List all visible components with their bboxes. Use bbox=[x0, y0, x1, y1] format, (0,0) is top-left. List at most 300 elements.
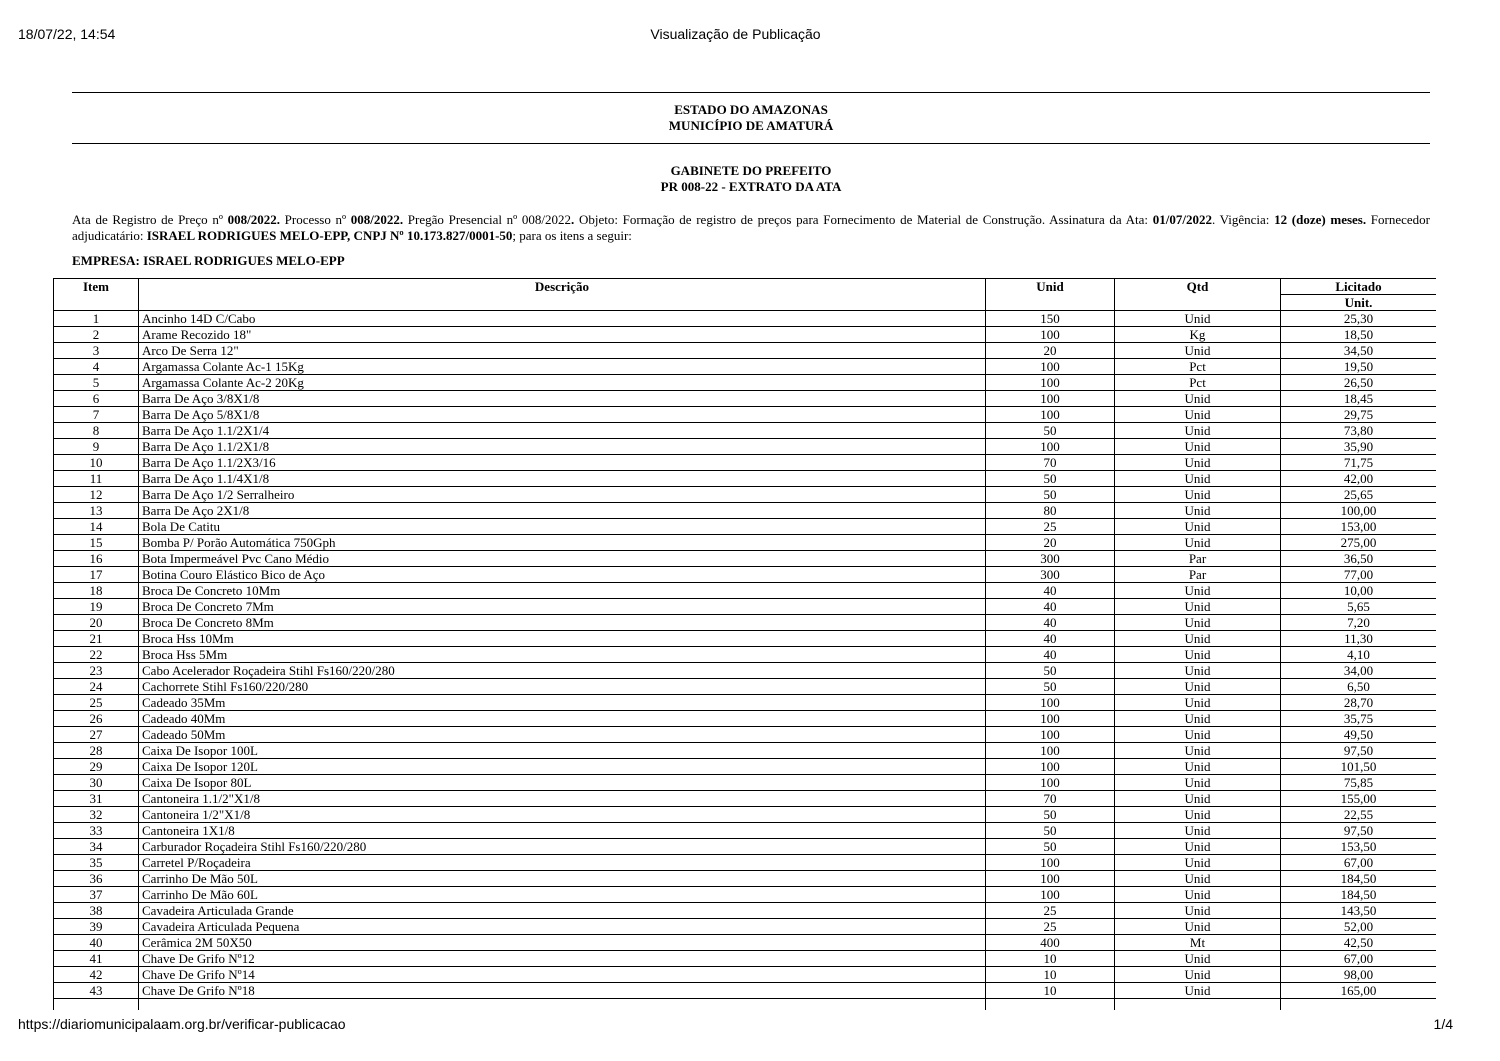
item-description: Barra De Aço 3/8X1/8 bbox=[139, 391, 986, 407]
item-unit-price: 4,10 bbox=[1281, 647, 1437, 663]
item-description: Ancinho 14D C/Cabo bbox=[139, 311, 986, 327]
item-quantity: 150 bbox=[986, 311, 1115, 327]
item-description: Cadeado 50Mm bbox=[139, 727, 986, 743]
item-quantity: 70 bbox=[986, 791, 1115, 807]
item-description: Barra De Aço 1.1/2X1/8 bbox=[139, 439, 986, 455]
item-unit-price: 35,75 bbox=[1281, 711, 1437, 727]
item-description: Broca Hss 10Mm bbox=[139, 631, 986, 647]
item-description: Barra De Aço 1.1/2X3/16 bbox=[139, 455, 986, 471]
item-quantity: 100 bbox=[986, 871, 1115, 887]
table-row bbox=[54, 807, 1437, 823]
empty-cell bbox=[139, 999, 986, 1011]
item-quantity: 10 bbox=[986, 983, 1115, 999]
item-description: Bola De Catitu bbox=[139, 519, 986, 535]
item-quantity: 10 bbox=[986, 967, 1115, 983]
item-unit: Unid bbox=[1115, 439, 1281, 455]
item-unit-price: 275,00 bbox=[1281, 535, 1437, 551]
item-unit: Pct bbox=[1115, 359, 1281, 375]
table-row bbox=[54, 327, 1437, 343]
print-url: https://diariomunicipalaam.org.br/verificar-publicacao bbox=[18, 1016, 346, 1032]
page-number: 1/4 bbox=[1433, 1016, 1453, 1032]
item-description: Cachorrete Stihl Fs160/220/280 bbox=[139, 679, 986, 695]
empty-cell bbox=[1281, 999, 1437, 1011]
column-header-unit: Unit. bbox=[1281, 295, 1437, 311]
item-unit: Unid bbox=[1115, 791, 1281, 807]
table-row bbox=[54, 583, 1437, 599]
item-unit-price: 75,85 bbox=[1281, 775, 1437, 791]
item-unit: Unid bbox=[1115, 615, 1281, 631]
item-quantity: 40 bbox=[986, 599, 1115, 615]
item-description: Bota Impermeável Pvc Cano Médio bbox=[139, 551, 986, 567]
item-unit-price: 67,00 bbox=[1281, 855, 1437, 871]
table-row bbox=[54, 535, 1437, 551]
item-description: Caixa De Isopor 80L bbox=[139, 775, 986, 791]
item-unit-price: 67,00 bbox=[1281, 951, 1437, 967]
item-number: 38 bbox=[54, 903, 139, 919]
item-description: Barra De Aço 2X1/8 bbox=[139, 503, 986, 519]
item-number: 15 bbox=[54, 535, 139, 551]
item-number: 29 bbox=[54, 759, 139, 775]
table-row bbox=[54, 503, 1437, 519]
item-unit: Unid bbox=[1115, 919, 1281, 935]
item-unit-price: 77,00 bbox=[1281, 567, 1437, 583]
item-description: Bomba P/ Porão Automática 750Gph bbox=[139, 535, 986, 551]
item-quantity: 50 bbox=[986, 487, 1115, 503]
item-quantity: 100 bbox=[986, 359, 1115, 375]
supplier-name: ISRAEL RODRIGUES MELO-EPP, CNPJ Nº 10.173.827/0001-50 bbox=[146, 228, 513, 243]
item-number: 18 bbox=[54, 583, 139, 599]
item-unit: Unid bbox=[1115, 855, 1281, 871]
item-unit-price: 11,30 bbox=[1281, 631, 1437, 647]
item-unit-price: 25,65 bbox=[1281, 487, 1437, 503]
item-quantity: 50 bbox=[986, 807, 1115, 823]
item-quantity: 40 bbox=[986, 583, 1115, 599]
item-quantity: 20 bbox=[986, 343, 1115, 359]
item-unit: Unid bbox=[1115, 391, 1281, 407]
item-number: 6 bbox=[54, 391, 139, 407]
table-row bbox=[54, 727, 1437, 743]
item-description: Chave De Grifo Nº14 bbox=[139, 967, 986, 983]
item-unit-price: 26,50 bbox=[1281, 375, 1437, 391]
item-unit: Unid bbox=[1115, 871, 1281, 887]
item-number: 30 bbox=[54, 775, 139, 791]
item-number: 19 bbox=[54, 599, 139, 615]
print-datetime: 18/07/22, 14:54 bbox=[18, 26, 116, 42]
table-row bbox=[54, 439, 1437, 455]
table-row bbox=[54, 631, 1437, 647]
item-unit: Kg bbox=[1115, 327, 1281, 343]
item-unit: Unid bbox=[1115, 839, 1281, 855]
item-number: 16 bbox=[54, 551, 139, 567]
item-number: 33 bbox=[54, 823, 139, 839]
item-description: Cabo Acelerador Roçadeira Stihl Fs160/220/280 bbox=[139, 663, 986, 679]
item-unit-price: 34,00 bbox=[1281, 663, 1437, 679]
item-quantity: 100 bbox=[986, 855, 1115, 871]
item-quantity: 25 bbox=[986, 919, 1115, 935]
item-description: Broca De Concreto 7Mm bbox=[139, 599, 986, 615]
item-quantity: 100 bbox=[986, 439, 1115, 455]
item-unit: Unid bbox=[1115, 583, 1281, 599]
item-number: 35 bbox=[54, 855, 139, 871]
column-header-unid: Unid bbox=[986, 279, 1115, 311]
item-quantity: 100 bbox=[986, 407, 1115, 423]
item-number: 21 bbox=[54, 631, 139, 647]
process-number: 008/2022. bbox=[350, 212, 404, 227]
item-unit-price: 100,00 bbox=[1281, 503, 1437, 519]
item-number: 39 bbox=[54, 919, 139, 935]
item-unit: Unid bbox=[1115, 471, 1281, 487]
document-header bbox=[72, 102, 1430, 134]
table-row bbox=[54, 455, 1437, 471]
item-quantity: 300 bbox=[986, 551, 1115, 567]
item-quantity: 100 bbox=[986, 775, 1115, 791]
item-description: Carrinho De Mão 60L bbox=[139, 887, 986, 903]
item-number: 28 bbox=[54, 743, 139, 759]
table-row bbox=[54, 759, 1437, 775]
item-description: Cavadeira Articulada Grande bbox=[139, 903, 986, 919]
table-row bbox=[54, 967, 1437, 983]
item-unit-price: 19,50 bbox=[1281, 359, 1437, 375]
item-unit: Unid bbox=[1115, 695, 1281, 711]
table-row bbox=[54, 903, 1437, 919]
item-unit: Unid bbox=[1115, 807, 1281, 823]
item-number: 4 bbox=[54, 359, 139, 375]
item-unit-price: 6,50 bbox=[1281, 679, 1437, 695]
item-description: Cantoneira 1.1/2"X1/8 bbox=[139, 791, 986, 807]
table-row bbox=[54, 951, 1437, 967]
item-description: Argamassa Colante Ac-2 20Kg bbox=[139, 375, 986, 391]
item-unit: Unid bbox=[1115, 679, 1281, 695]
item-description: Caixa De Isopor 100L bbox=[139, 743, 986, 759]
summary-text: . Vigência: bbox=[1211, 212, 1275, 227]
summary-paragraph bbox=[72, 212, 1430, 244]
item-unit: Unid bbox=[1115, 631, 1281, 647]
item-number: 12 bbox=[54, 487, 139, 503]
item-number: 13 bbox=[54, 503, 139, 519]
item-number: 8 bbox=[54, 423, 139, 439]
item-unit-price: 52,00 bbox=[1281, 919, 1437, 935]
item-unit: Unid bbox=[1115, 343, 1281, 359]
item-unit-price: 35,90 bbox=[1281, 439, 1437, 455]
item-quantity: 10 bbox=[986, 951, 1115, 967]
table-row bbox=[54, 551, 1437, 567]
item-quantity: 40 bbox=[986, 615, 1115, 631]
state-name: ESTADO DO AMAZONAS bbox=[674, 102, 828, 117]
print-header bbox=[18, 26, 1453, 44]
item-number: 7 bbox=[54, 407, 139, 423]
header-divider bbox=[72, 143, 1430, 144]
item-unit-price: 184,50 bbox=[1281, 871, 1437, 887]
item-unit-price: 29,75 bbox=[1281, 407, 1437, 423]
item-description: Caixa De Isopor 120L bbox=[139, 759, 986, 775]
item-description: Carretel P/Roçadeira bbox=[139, 855, 986, 871]
table-row bbox=[54, 679, 1437, 695]
summary-text: Ata de Registro de Preço nº bbox=[72, 212, 228, 227]
item-description: Arame Recozido 18" bbox=[139, 327, 986, 343]
table-row bbox=[54, 887, 1437, 903]
item-description: Argamassa Colante Ac-1 15Kg bbox=[139, 359, 986, 375]
municipality-name: MUNICÍPIO DE AMATURÁ bbox=[668, 118, 834, 133]
item-unit-price: 42,50 bbox=[1281, 935, 1437, 951]
item-unit: Par bbox=[1115, 551, 1281, 567]
item-description: Cadeado 35Mm bbox=[139, 695, 986, 711]
item-unit-price: 22,55 bbox=[1281, 807, 1437, 823]
item-number: 31 bbox=[54, 791, 139, 807]
item-number: 42 bbox=[54, 967, 139, 983]
item-quantity: 40 bbox=[986, 647, 1115, 663]
item-number: 43 bbox=[54, 983, 139, 999]
item-quantity: 100 bbox=[986, 391, 1115, 407]
item-unit: Unid bbox=[1115, 407, 1281, 423]
item-unit: Unid bbox=[1115, 711, 1281, 727]
item-unit-price: 49,50 bbox=[1281, 727, 1437, 743]
table-row bbox=[54, 599, 1437, 615]
item-unit: Unid bbox=[1115, 903, 1281, 919]
summary-text: . bbox=[571, 212, 575, 227]
item-number: 34 bbox=[54, 839, 139, 855]
table-row-continuation bbox=[54, 999, 1437, 1011]
item-description: Barra De Aço 1/2 Serralheiro bbox=[139, 487, 986, 503]
table-row bbox=[54, 855, 1437, 871]
item-description: Cantoneira 1X1/8 bbox=[139, 823, 986, 839]
item-quantity: 300 bbox=[986, 567, 1115, 583]
item-number: 32 bbox=[54, 807, 139, 823]
item-number: 11 bbox=[54, 471, 139, 487]
items-table-wrapper bbox=[53, 278, 1436, 1010]
item-unit: Unid bbox=[1115, 519, 1281, 535]
item-quantity: 100 bbox=[986, 711, 1115, 727]
table-row bbox=[54, 391, 1437, 407]
items-table-body bbox=[54, 311, 1437, 1011]
item-unit-price: 10,00 bbox=[1281, 583, 1437, 599]
item-unit-price: 98,00 bbox=[1281, 967, 1437, 983]
item-number: 20 bbox=[54, 615, 139, 631]
summary-text: ; para os itens a seguir: bbox=[512, 228, 632, 243]
item-unit-price: 97,50 bbox=[1281, 743, 1437, 759]
item-unit: Unid bbox=[1115, 663, 1281, 679]
item-unit: Unid bbox=[1115, 311, 1281, 327]
item-description: Cavadeira Articulada Pequena bbox=[139, 919, 986, 935]
item-unit: Mt bbox=[1115, 935, 1281, 951]
item-unit: Unid bbox=[1115, 727, 1281, 743]
item-unit: Unid bbox=[1115, 455, 1281, 471]
item-number: 27 bbox=[54, 727, 139, 743]
item-description: Botina Couro Elástico Bico de Aço bbox=[139, 567, 986, 583]
item-unit: Unid bbox=[1115, 599, 1281, 615]
item-description: Cerâmica 2M 50X50 bbox=[139, 935, 986, 951]
item-number: 2 bbox=[54, 327, 139, 343]
table-row bbox=[54, 519, 1437, 535]
column-header-description: Descrição bbox=[139, 279, 986, 311]
item-unit-price: 153,50 bbox=[1281, 839, 1437, 855]
table-row bbox=[54, 775, 1437, 791]
item-quantity: 400 bbox=[986, 935, 1115, 951]
item-description: Carrinho De Mão 50L bbox=[139, 871, 986, 887]
table-row bbox=[54, 983, 1437, 999]
summary-text: Fornecedor adjudicatário: bbox=[72, 212, 1431, 243]
item-quantity: 100 bbox=[986, 759, 1115, 775]
item-quantity: 100 bbox=[986, 695, 1115, 711]
item-quantity: 100 bbox=[986, 327, 1115, 343]
item-number: 41 bbox=[54, 951, 139, 967]
item-unit-price: 101,50 bbox=[1281, 759, 1437, 775]
item-unit-price: 143,50 bbox=[1281, 903, 1437, 919]
item-unit: Unid bbox=[1115, 759, 1281, 775]
print-footer bbox=[18, 1016, 1453, 1034]
item-unit-price: 73,80 bbox=[1281, 423, 1437, 439]
company-label: EMPRESA: ISRAEL RODRIGUES MELO-EPP bbox=[72, 253, 345, 268]
item-unit-price: 5,65 bbox=[1281, 599, 1437, 615]
table-row bbox=[54, 343, 1437, 359]
table-row bbox=[54, 791, 1437, 807]
empty-cell bbox=[986, 999, 1115, 1011]
item-unit-price: 97,50 bbox=[1281, 823, 1437, 839]
item-quantity: 40 bbox=[986, 631, 1115, 647]
table-row bbox=[54, 615, 1437, 631]
table-row bbox=[54, 711, 1437, 727]
item-unit: Unid bbox=[1115, 823, 1281, 839]
item-description: Broca Hss 5Mm bbox=[139, 647, 986, 663]
table-row bbox=[54, 471, 1437, 487]
item-description: Broca De Concreto 10Mm bbox=[139, 583, 986, 599]
column-header-item: Item bbox=[54, 279, 139, 311]
item-description: Cantoneira 1/2"X1/8 bbox=[139, 807, 986, 823]
item-unit: Unid bbox=[1115, 967, 1281, 983]
item-quantity: 80 bbox=[986, 503, 1115, 519]
top-divider bbox=[72, 92, 1430, 93]
item-description: Cadeado 40Mm bbox=[139, 711, 986, 727]
item-description: Barra De Aço 1.1/2X1/4 bbox=[139, 423, 986, 439]
validity-period: 12 (doze) meses. bbox=[1274, 212, 1367, 227]
table-row bbox=[54, 919, 1437, 935]
item-unit: Unid bbox=[1115, 743, 1281, 759]
ata-number: 008/2022. bbox=[227, 212, 280, 227]
item-unit-price: 153,00 bbox=[1281, 519, 1437, 535]
item-unit: Unid bbox=[1115, 983, 1281, 999]
item-unit-price: 165,00 bbox=[1281, 983, 1437, 999]
column-header-licitado: Licitado bbox=[1281, 279, 1437, 295]
item-description: Carburador Roçadeira Stihl Fs160/220/280 bbox=[139, 839, 986, 855]
table-row bbox=[54, 375, 1437, 391]
item-quantity: 70 bbox=[986, 455, 1115, 471]
office-header bbox=[72, 163, 1430, 195]
table-row bbox=[54, 935, 1437, 951]
item-description: Barra De Aço 1.1/4X1/8 bbox=[139, 471, 986, 487]
item-unit-price: 71,75 bbox=[1281, 455, 1437, 471]
table-row bbox=[54, 359, 1437, 375]
table-row bbox=[54, 487, 1437, 503]
item-quantity: 50 bbox=[986, 471, 1115, 487]
item-number: 3 bbox=[54, 343, 139, 359]
item-quantity: 100 bbox=[986, 743, 1115, 759]
item-quantity: 50 bbox=[986, 423, 1115, 439]
empty-cell bbox=[1115, 999, 1281, 1011]
item-unit-price: 18,45 bbox=[1281, 391, 1437, 407]
item-unit: Unid bbox=[1115, 487, 1281, 503]
item-unit: Unid bbox=[1115, 775, 1281, 791]
item-quantity: 100 bbox=[986, 727, 1115, 743]
item-number: 5 bbox=[54, 375, 139, 391]
table-row bbox=[54, 839, 1437, 855]
table-row bbox=[54, 567, 1437, 583]
item-number: 23 bbox=[54, 663, 139, 679]
item-unit-price: 42,00 bbox=[1281, 471, 1437, 487]
table-row bbox=[54, 823, 1437, 839]
column-header-qtd: Qtd bbox=[1115, 279, 1281, 311]
item-description: Barra De Aço 5/8X1/8 bbox=[139, 407, 986, 423]
item-unit: Unid bbox=[1115, 951, 1281, 967]
item-number: 36 bbox=[54, 871, 139, 887]
item-quantity: 50 bbox=[986, 839, 1115, 855]
item-unit-price: 18,50 bbox=[1281, 327, 1437, 343]
item-number: 17 bbox=[54, 567, 139, 583]
item-number: 14 bbox=[54, 519, 139, 535]
item-unit-price: 25,30 bbox=[1281, 311, 1437, 327]
items-table bbox=[53, 278, 1436, 1010]
item-unit: Unid bbox=[1115, 647, 1281, 663]
item-unit: Unid bbox=[1115, 503, 1281, 519]
item-number: 25 bbox=[54, 695, 139, 711]
item-quantity: 25 bbox=[986, 903, 1115, 919]
item-unit: Pct bbox=[1115, 375, 1281, 391]
item-unit-price: 7,20 bbox=[1281, 615, 1437, 631]
item-description: Broca De Concreto 8Mm bbox=[139, 615, 986, 631]
summary-text: Objeto: Formação de registro de preços para Fornecimento de Material de Construção. Assinatura da Ata: bbox=[574, 212, 1153, 227]
item-unit: Unid bbox=[1115, 423, 1281, 439]
item-unit: Par bbox=[1115, 567, 1281, 583]
item-unit-price: 36,50 bbox=[1281, 551, 1437, 567]
office-name: GABINETE DO PREFEITO bbox=[670, 163, 832, 178]
table-row bbox=[54, 695, 1437, 711]
item-number: 24 bbox=[54, 679, 139, 695]
item-number: 26 bbox=[54, 711, 139, 727]
table-row bbox=[54, 311, 1437, 327]
item-number: 37 bbox=[54, 887, 139, 903]
item-unit-price: 155,00 bbox=[1281, 791, 1437, 807]
item-unit-price: 28,70 bbox=[1281, 695, 1437, 711]
item-unit-price: 184,50 bbox=[1281, 887, 1437, 903]
item-number: 9 bbox=[54, 439, 139, 455]
item-unit-price: 34,50 bbox=[1281, 343, 1437, 359]
item-quantity: 25 bbox=[986, 519, 1115, 535]
table-row bbox=[54, 871, 1437, 887]
item-quantity: 50 bbox=[986, 679, 1115, 695]
item-number: 10 bbox=[54, 455, 139, 471]
table-row bbox=[54, 743, 1437, 759]
item-quantity: 100 bbox=[986, 887, 1115, 903]
table-row bbox=[54, 647, 1437, 663]
item-quantity: 50 bbox=[986, 823, 1115, 839]
item-number: 1 bbox=[54, 311, 139, 327]
item-description: Chave De Grifo Nº18 bbox=[139, 983, 986, 999]
document-title: PR 008-22 - EXTRATO DA ATA bbox=[660, 179, 842, 194]
summary-text: Processo nº bbox=[279, 212, 351, 227]
item-quantity: 20 bbox=[986, 535, 1115, 551]
print-title: Visualização de Publicação bbox=[650, 26, 821, 42]
item-description: Arco De Serra 12" bbox=[139, 343, 986, 359]
item-description: Chave De Grifo Nº12 bbox=[139, 951, 986, 967]
item-number: 22 bbox=[54, 647, 139, 663]
item-unit: Unid bbox=[1115, 535, 1281, 551]
item-unit: Unid bbox=[1115, 887, 1281, 903]
table-row bbox=[54, 423, 1437, 439]
summary-text: Pregão Presencial nº 008/2022 bbox=[403, 212, 572, 227]
signature-date: 01/07/2022 bbox=[1152, 212, 1212, 227]
table-row bbox=[54, 663, 1437, 679]
empty-cell bbox=[54, 999, 139, 1011]
item-quantity: 50 bbox=[986, 663, 1115, 679]
item-quantity: 100 bbox=[986, 375, 1115, 391]
